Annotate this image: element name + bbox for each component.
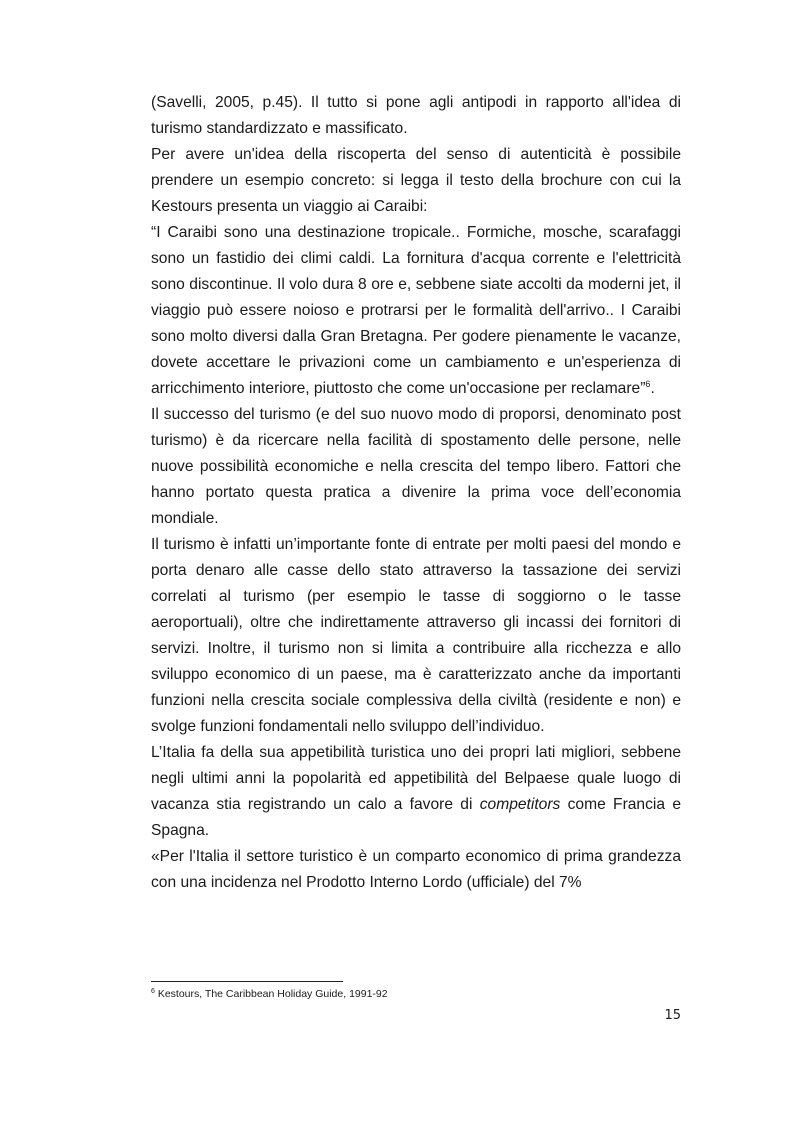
paragraph-authenticity-intro: Per avere un'idea della riscoperta del senso di autenticità è possibile prendere un esempio concreto: si legga il testo della brochure con cui la Kestours presenta un viaggio ai Caraibi: (151, 146, 681, 215)
paragraph-italy-appeal (151, 740, 681, 844)
paragraph-italy-gdp: «Per l'Italia il settore turistico è un comparto economico di prima grandezza con una incidenza nel Prodotto Interno Lordo (ufficiale) del 7% (151, 848, 681, 891)
body-text (151, 90, 681, 896)
footnote-reference[interactable]: 6 (645, 379, 651, 389)
paragraph-tourism-revenue: Il turismo è infatti un’importante fonte di entrate per molti paesi del mondo e porta denaro alle casse dello stato attraverso la tassazione dei servizi correlati al turismo (per esempio le tasse di soggiorno o le tasse aeroportuali), oltre che indirettamente attraverso gli incassi dei fornitori di servizi. Inoltre, il turismo non si limita a contribuire alla ricchezza e allo sviluppo economico di un paese, ma è caratterizzato anche da importanti funzioni nella crescita sociale complessiva della civiltà (residente e non) e svolge funzioni fondamentali nello sviluppo dell’individuo. (151, 536, 681, 735)
footnote-text: Kestours, The Caribbean Holiday Guide, 1991-92 (154, 988, 388, 1000)
paragraph-savelli-citation: (Savelli, 2005, p.45). Il tutto si pone agli antipodi in rapporto all'idea di turismo standardizzato e massificato. (151, 94, 681, 137)
footnote-separator (151, 981, 343, 982)
page-number: 15 (664, 1008, 681, 1023)
paragraph-kestours-quote (151, 220, 681, 402)
footnote-number: 6 (151, 988, 155, 995)
italy-text-end: come Francia e Spagna. (151, 796, 681, 839)
paragraph-tourism-success: Il successo del turismo (e del suo nuovo modo di proporsi, denominato post turismo) è da ricercare nella facilità di spostamento delle persone, nelle nuove possibilità economiche e nella crescita del tempo libero. Fattori che hanno portato questa pratica a divenire la prima voce dell’economia mondiale. (151, 406, 681, 527)
quote-end-punctuation: . (650, 380, 655, 397)
italic-term: competitors (479, 796, 561, 813)
italy-text-start: L’Italia fa della sua appetibilità turistica uno dei propri lati migliori, sebbene negli ultimi anni la popolarità ed appetibilità del Belpaese quale luogo di vacanza stia registrando un calo a favore di (151, 744, 681, 813)
footnote (151, 987, 681, 1001)
quote-text: “I Caraibi sono una destinazione tropicale.. Formiche, mosche, scarafaggi sono un fastidio dei climi caldi. La fornitura d'acqua corrente e l'elettricità sono discontinue. Il volo dura 8 ore e, sebbene siate accolti da moderni jet, il viaggio può essere noioso e protrarsi per le formalità dell'arrivo.. I Caraibi sono molto diversi dalla Gran Bretagna. Per godere pienamente le vacanze, dovete accettare le privazioni come un cambiamento e un'esperienza di arricchimento interiore, piuttosto che come un'occasione per reclamare” (151, 224, 681, 397)
